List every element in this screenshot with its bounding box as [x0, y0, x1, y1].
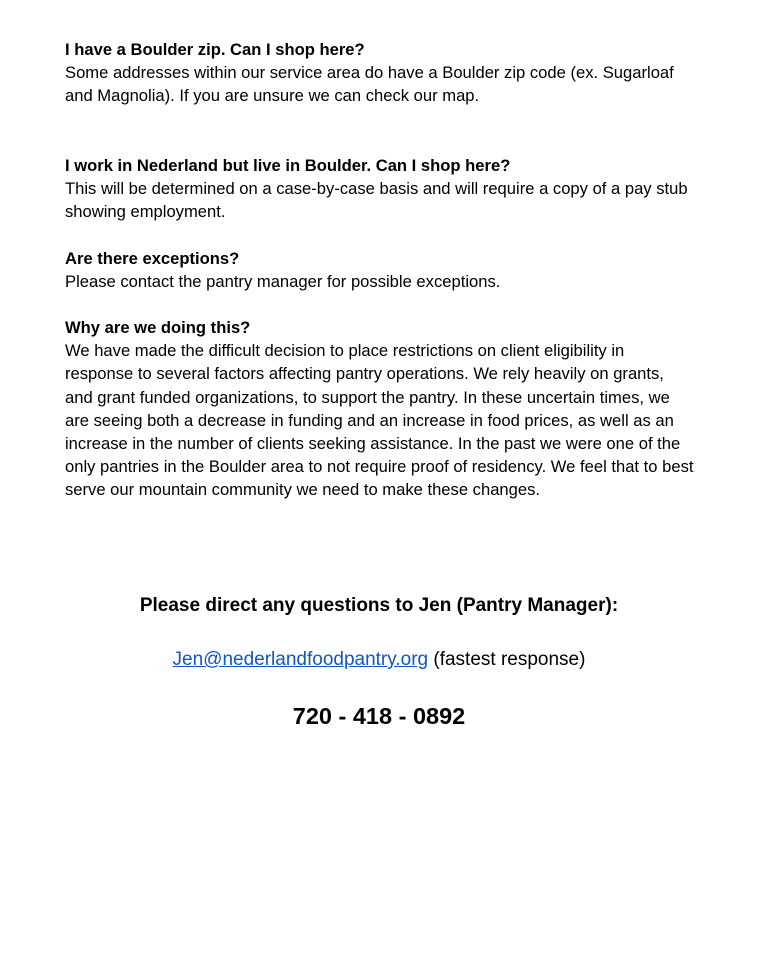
- faq-answer: Some addresses within our service area do have a Boulder zip code (ex. Sugarloaf and Magnolia). If you are unsure we can check our map.: [65, 63, 674, 106]
- faq-item-boulder-zip: [65, 38, 695, 108]
- faq-question: Are there exceptions?: [65, 249, 240, 268]
- faq-answer: Please contact the pantry manager for possible exceptions.: [65, 272, 501, 292]
- faq-answer: This will be determined on a case-by-case basis and will require a copy of a pay stub showing employment.: [65, 179, 688, 222]
- faq-item-why: [65, 316, 695, 502]
- faq-item-work-in-nederland: [65, 154, 695, 224]
- contact-heading: Please direct any questions to Jen (Pantry Manager):: [139, 595, 619, 616]
- faq-question: I work in Nederland but live in Boulder. Can I shop here?: [65, 156, 511, 175]
- email-note: (fastest response): [433, 649, 586, 670]
- faq-item-exceptions: [65, 247, 695, 293]
- faq-question: Why are we doing this?: [65, 318, 251, 337]
- faq-question: I have a Boulder zip. Can I shop here?: [65, 40, 365, 59]
- email-link[interactable]: Jen@nederlandfoodpantry.org: [172, 649, 429, 670]
- faq-answer: We have made the difficult decision to place restrictions on client eligibility in response to several factors affecting pantry operations. We rely heavily on grants, and grant funded organizations, to support the pantry. In these uncertain times, we are seeing both a decrease in funding and an increase in food prices, as well as an increase in the number of clients seeking assistance. In the past we were one of the only pantries in the Boulder area to not require proof of residency. We feel that to best serve our mountain community we need to make these changes.: [65, 341, 694, 500]
- contact-email-line: [0, 647, 758, 673]
- contact-phone: 720 - 418 - 0892: [292, 703, 466, 729]
